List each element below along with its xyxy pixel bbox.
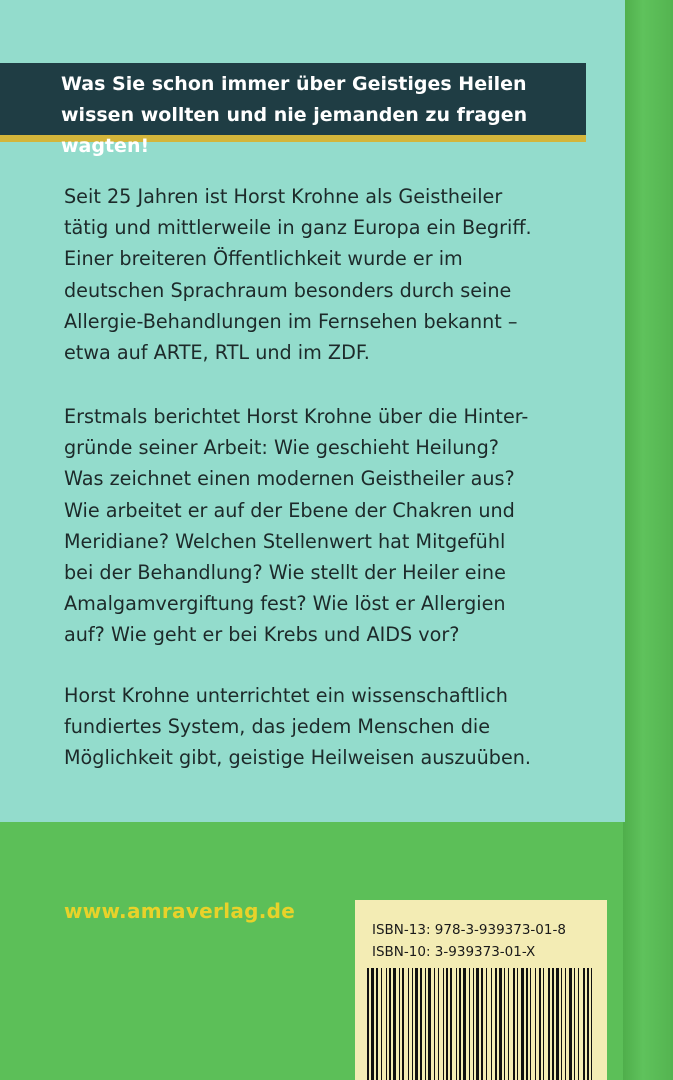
isbn-label (355, 900, 607, 1080)
isbn-10: ISBN-10: 3-939373-01-X (372, 944, 536, 960)
headline-text: Was Sie schon immer über Geistiges Heilen wissen wollten und nie jemanden zu fragen wagten! (61, 73, 528, 157)
barcode (365, 968, 595, 1080)
headline-banner (0, 63, 586, 157)
paragraph-1: Seit 25 Jahren ist Horst Krohne als Geistheiler tätig und mittlerweile in ganz Europa ein Begriff. Einer breiteren Öffentlichkeit wurde er im deutschen Sprachraum besonders durch seine Allergie-Behandlungen im Fernsehen bekannt – etwa auf ARTE, RTL und im ZDF. (64, 185, 532, 365)
cover-edge (623, 0, 673, 1080)
isbn-13: ISBN-13: 978-3-939373-01-8 (372, 922, 566, 938)
publisher-url: www.amraverlag.de (64, 899, 296, 923)
paragraph-3: Horst Krohne unterrichtet ein wissenschaftlich fundiertes System, das jedem Menschen die Möglichkeit gibt, geistige Heilweisen auszuüben. (64, 684, 532, 770)
paragraph-2: Erstmals berichtet Horst Krohne über die Hinter- gründe seiner Arbeit: Wie geschieht Heilung? Was zeichnet einen modernen Geistheiler aus? Wie arbeitet er auf der Ebene der Chakren und Meridiane? Welchen Stellenwert hat Mitgefühl bei der Behandlung? Wie stellt der Heiler eine Amalgamvergiftung fest? Wie löst er Allergien auf? Wie geht er bei Krebs und AIDS vor? (64, 405, 529, 647)
